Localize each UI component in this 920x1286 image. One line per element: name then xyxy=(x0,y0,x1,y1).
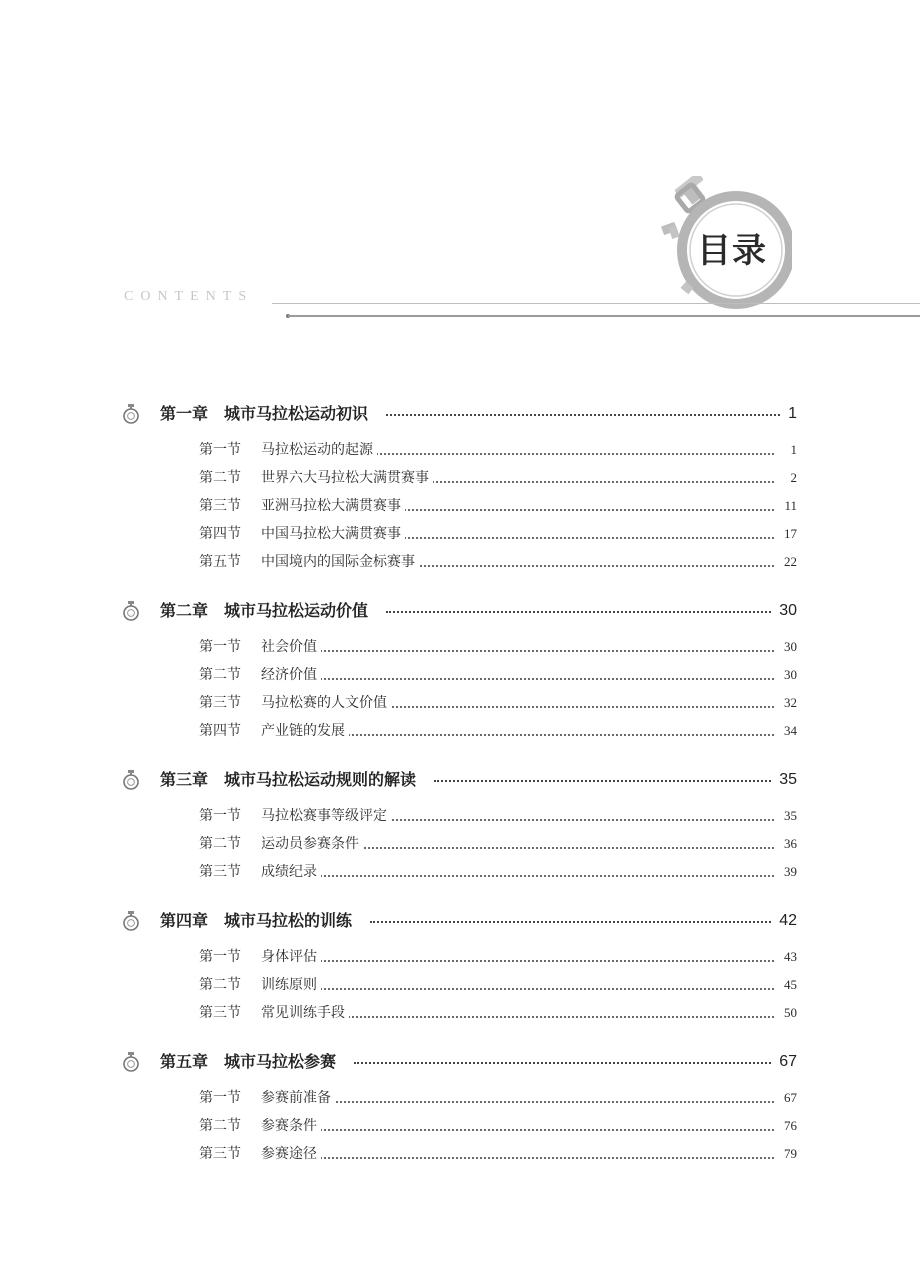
toc-section-row[interactable] xyxy=(0,717,920,745)
section-leader xyxy=(261,1129,774,1131)
chapter-page: 67 xyxy=(779,1053,797,1070)
section-label: 第一节 xyxy=(199,808,241,824)
toc-section-row[interactable] xyxy=(0,436,920,464)
chapter-page: 35 xyxy=(779,771,797,788)
chapter-title: 城市马拉松运动规则的解读 xyxy=(224,770,417,789)
contents-subtitle: CONTENTS xyxy=(124,289,254,304)
chapter-label: 第三章 xyxy=(160,770,209,789)
section-label: 第二节 xyxy=(199,836,241,852)
toc-section-row[interactable] xyxy=(0,548,920,576)
section-page: 43 xyxy=(782,943,797,971)
toc-section-row[interactable] xyxy=(0,999,920,1027)
section-page: 30 xyxy=(782,661,797,689)
section-label: 第三节 xyxy=(199,695,241,711)
section-title: 马拉松赛事等级评定 xyxy=(261,802,391,830)
section-title: 身体评估 xyxy=(261,943,321,971)
section-label: 第二节 xyxy=(199,667,241,683)
section-label: 第三节 xyxy=(199,1146,241,1162)
section-page: 45 xyxy=(782,971,797,999)
section-title: 经济价值 xyxy=(261,661,321,689)
section-page: 2 xyxy=(789,464,798,492)
section-title: 成绩纪录 xyxy=(261,858,321,886)
stopwatch-bullet-icon xyxy=(122,1051,140,1073)
chapter-label: 第二章 xyxy=(160,601,209,620)
chapter-3 xyxy=(0,766,920,886)
chapter-page: 42 xyxy=(779,912,797,929)
toc-section-row[interactable] xyxy=(0,492,920,520)
chapter-leader xyxy=(354,1062,771,1064)
section-title: 世界六大马拉松大满贯赛事 xyxy=(261,464,433,492)
stopwatch-bullet-icon xyxy=(122,769,140,791)
section-label: 第二节 xyxy=(199,977,241,993)
section-page: 36 xyxy=(782,830,797,858)
chapter-heading[interactable] xyxy=(0,597,920,625)
section-leader xyxy=(261,875,774,877)
section-page: 1 xyxy=(789,436,798,464)
section-title: 参赛途径 xyxy=(261,1140,321,1168)
section-title: 中国马拉松大满贯赛事 xyxy=(261,520,405,548)
section-title: 中国境内的国际金标赛事 xyxy=(261,548,419,576)
chapter-page: 30 xyxy=(779,602,797,619)
section-page: 39 xyxy=(782,858,797,886)
section-page: 76 xyxy=(782,1112,797,1140)
section-page: 35 xyxy=(782,802,797,830)
section-leader xyxy=(261,1101,774,1103)
chapter-2 xyxy=(0,597,920,745)
chapter-leader xyxy=(386,414,780,416)
chapter-1 xyxy=(0,400,920,576)
section-label: 第一节 xyxy=(199,639,241,655)
toc-section-row[interactable] xyxy=(0,1084,920,1112)
section-page: 17 xyxy=(782,520,797,548)
section-label: 第四节 xyxy=(199,723,241,739)
section-label: 第四节 xyxy=(199,526,241,542)
chapter-label: 第四章 xyxy=(160,911,209,930)
chapter-title: 城市马拉松运动价值 xyxy=(224,601,369,620)
toc-section-row[interactable] xyxy=(0,689,920,717)
chapter-heading[interactable] xyxy=(0,400,920,428)
section-title: 常见训练手段 xyxy=(261,999,349,1027)
chapter-leader xyxy=(370,921,771,923)
section-page: 67 xyxy=(782,1084,797,1112)
toc-section-row[interactable] xyxy=(0,464,920,492)
section-title: 马拉松赛的人文价值 xyxy=(261,689,391,717)
chapter-leader xyxy=(386,611,771,613)
section-leader xyxy=(261,678,774,680)
toc-section-row[interactable] xyxy=(0,1112,920,1140)
section-page: 30 xyxy=(782,633,797,661)
stopwatch-bullet-icon xyxy=(122,910,140,932)
section-leader xyxy=(261,650,774,652)
chapter-title: 城市马拉松的训练 xyxy=(224,911,353,930)
section-title: 训练原则 xyxy=(261,971,321,999)
page-title: 目录 xyxy=(697,231,767,271)
chapter-title: 城市马拉松运动初识 xyxy=(224,404,369,423)
chapter-5 xyxy=(0,1048,920,1168)
section-label: 第三节 xyxy=(199,498,241,514)
chapter-title: 城市马拉松参赛 xyxy=(224,1052,337,1071)
section-label: 第二节 xyxy=(199,470,241,486)
chapter-page: 1 xyxy=(788,405,797,422)
section-title: 参赛前准备 xyxy=(261,1084,335,1112)
section-label: 第一节 xyxy=(199,442,241,458)
section-title: 社会价值 xyxy=(261,633,321,661)
section-title: 马拉松运动的起源 xyxy=(261,436,377,464)
chapter-label: 第五章 xyxy=(160,1052,209,1071)
section-label: 第三节 xyxy=(199,1005,241,1021)
toc-section-row[interactable] xyxy=(0,520,920,548)
stopwatch-bullet-icon xyxy=(122,403,140,425)
stopwatch-bullet-icon xyxy=(122,600,140,622)
section-page: 50 xyxy=(782,999,797,1027)
section-leader xyxy=(261,1157,774,1159)
section-title: 参赛条件 xyxy=(261,1112,321,1140)
section-title: 亚洲马拉松大满贯赛事 xyxy=(261,492,405,520)
toc-section-row[interactable] xyxy=(0,802,920,830)
section-label: 第一节 xyxy=(199,949,241,965)
section-page: 11 xyxy=(782,492,797,520)
toc-section-row[interactable] xyxy=(0,1140,920,1168)
section-page: 32 xyxy=(782,689,797,717)
section-leader xyxy=(261,960,774,962)
section-label: 第一节 xyxy=(199,1090,241,1106)
section-title: 运动员参赛条件 xyxy=(261,830,363,858)
chapter-heading[interactable] xyxy=(0,766,920,794)
toc-section-row[interactable] xyxy=(0,858,920,886)
section-label: 第五节 xyxy=(199,554,241,570)
section-leader xyxy=(261,988,774,990)
section-page: 34 xyxy=(782,717,797,745)
toc-section-row[interactable] xyxy=(0,943,920,971)
toc-header xyxy=(0,0,920,340)
section-label: 第三节 xyxy=(199,864,241,880)
toc-section-row[interactable] xyxy=(0,830,920,858)
section-title: 产业链的发展 xyxy=(261,717,349,745)
toc-section-row[interactable] xyxy=(0,661,920,689)
chapter-label: 第一章 xyxy=(160,404,209,423)
divider-top xyxy=(272,303,920,304)
toc-section-row[interactable] xyxy=(0,633,920,661)
section-label: 第二节 xyxy=(199,1118,241,1134)
chapter-4 xyxy=(0,907,920,1027)
chapter-heading[interactable] xyxy=(0,907,920,935)
chapter-leader xyxy=(434,780,771,782)
section-page: 79 xyxy=(782,1140,797,1168)
toc-section-row[interactable] xyxy=(0,971,920,999)
section-page: 22 xyxy=(782,548,797,576)
divider-bottom xyxy=(288,315,920,317)
chapter-heading[interactable] xyxy=(0,1048,920,1076)
